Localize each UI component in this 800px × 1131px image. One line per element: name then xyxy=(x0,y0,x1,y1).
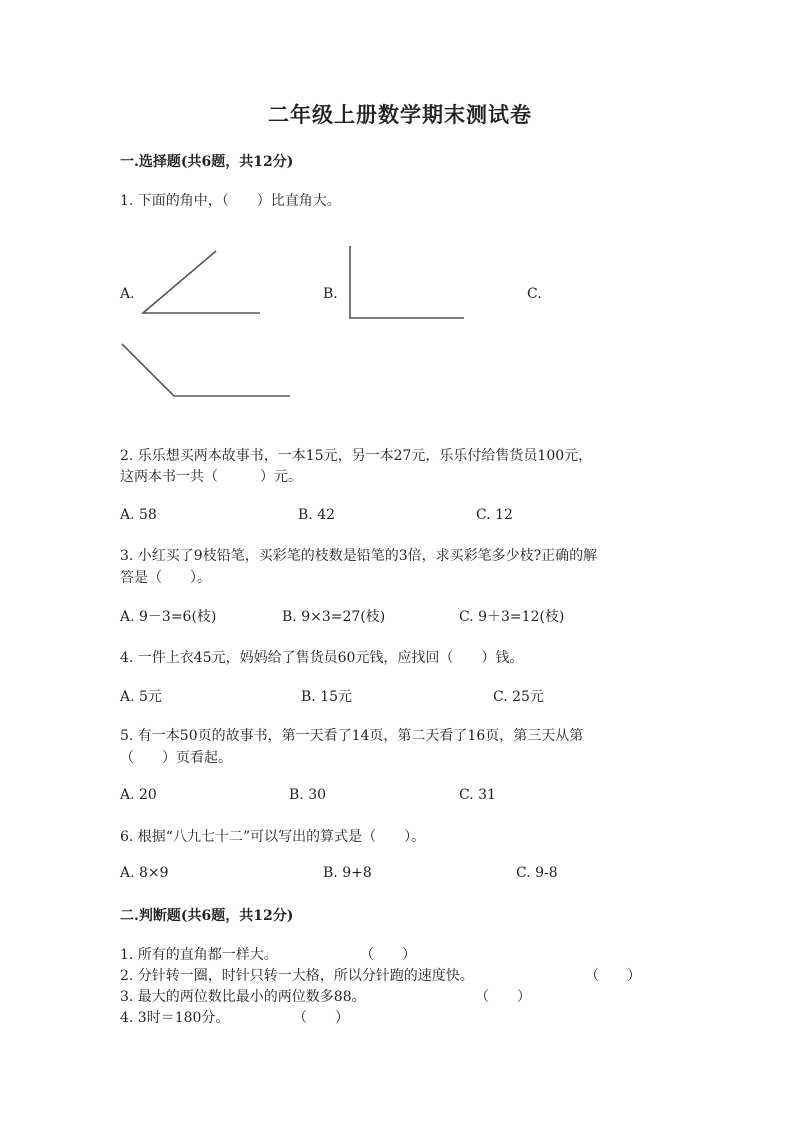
question-1-text: 1. 下面的角中，（ ）比直角大。 xyxy=(120,193,341,209)
right-angle-figure xyxy=(350,246,464,318)
question-5-option-a[interactable]: A. 20 xyxy=(120,787,157,803)
question-4-option-c[interactable]: C. 25元 xyxy=(493,689,544,705)
question-3-text-line2: 答是（ ）。 xyxy=(120,570,211,586)
question-5-text-line1: 5. 有一本50页的故事书，第一天看了14页，第二天看了16页，第三天从第 xyxy=(120,728,584,744)
question-3-text-line1: 3. 小红买了9枝铅笔，买彩笔的枝数是铅笔的3倍，求买彩笔多少枝?正确的解 xyxy=(120,548,598,564)
question-3-option-b[interactable]: B. 9×3=27(枝) xyxy=(282,609,386,625)
question-6-option-c[interactable]: C. 9-8 xyxy=(516,865,558,881)
question-4-text: 4. 一件上衣45元，妈妈给了售货员60元钱，应找回（ ）钱。 xyxy=(120,650,524,666)
judgement-1-blank[interactable]: （ ） xyxy=(360,947,416,963)
question-1-option-b[interactable]: B. xyxy=(323,286,338,302)
question-6-option-b[interactable]: B. 9+8 xyxy=(323,865,372,881)
obtuse-angle-figure xyxy=(122,344,290,396)
judgement-1-text: 1. 所有的直角都一样大。 xyxy=(120,947,278,963)
question-4-option-b[interactable]: B. 15元 xyxy=(301,689,353,705)
judgement-2-text: 2. 分针转一圈，时针只转一大格，所以分针跑的速度快。 xyxy=(120,968,474,984)
acute-angle-figure xyxy=(143,251,260,313)
question-6-option-a[interactable]: A. 8×9 xyxy=(120,865,169,881)
section-heading-judgement: 二.判断题(共6题，共12分) xyxy=(120,908,294,924)
judgement-4-text: 4. 3时＝180分。 xyxy=(120,1010,230,1026)
question-3-option-a[interactable]: A. 9－3=6(枝) xyxy=(120,609,217,625)
question-3-option-c[interactable]: C. 9＋3=12(枝) xyxy=(459,609,565,625)
section-heading-choice: 一.选择题(共6题，共12分) xyxy=(120,154,294,170)
question-2-text-line2: 这两本书一共（ ）元。 xyxy=(120,469,302,485)
question-4-option-a[interactable]: A. 5元 xyxy=(120,689,162,705)
question-2-option-c[interactable]: C. 12 xyxy=(476,507,513,523)
question-2-option-a[interactable]: A. 58 xyxy=(120,507,157,523)
question-5-option-c[interactable]: C. 31 xyxy=(459,787,496,803)
question-5-text-line2: （ ）页看起。 xyxy=(120,750,232,766)
question-6-text: 6. 根据“八九七十二”可以写出的算式是（ ）。 xyxy=(120,829,426,845)
judgement-2-blank[interactable]: （ ） xyxy=(585,968,641,984)
question-2-text-line1: 2. 乐乐想买两本故事书，一本15元，另一本27元，乐乐付给售货员100元， xyxy=(120,448,593,464)
question-1-option-a[interactable]: A. xyxy=(120,286,135,302)
page-title: 二年级上册数学期末测试卷 xyxy=(268,102,532,127)
judgement-3-blank[interactable]: （ ） xyxy=(475,989,531,1005)
question-5-option-b[interactable]: B. 30 xyxy=(289,787,327,803)
question-1-option-c[interactable]: C. xyxy=(527,286,542,302)
question-2-option-b[interactable]: B. 42 xyxy=(298,507,336,523)
judgement-4-blank[interactable]: （ ） xyxy=(293,1010,349,1026)
judgement-3-text: 3. 最大的两位数比最小的两位数多88。 xyxy=(120,989,366,1005)
